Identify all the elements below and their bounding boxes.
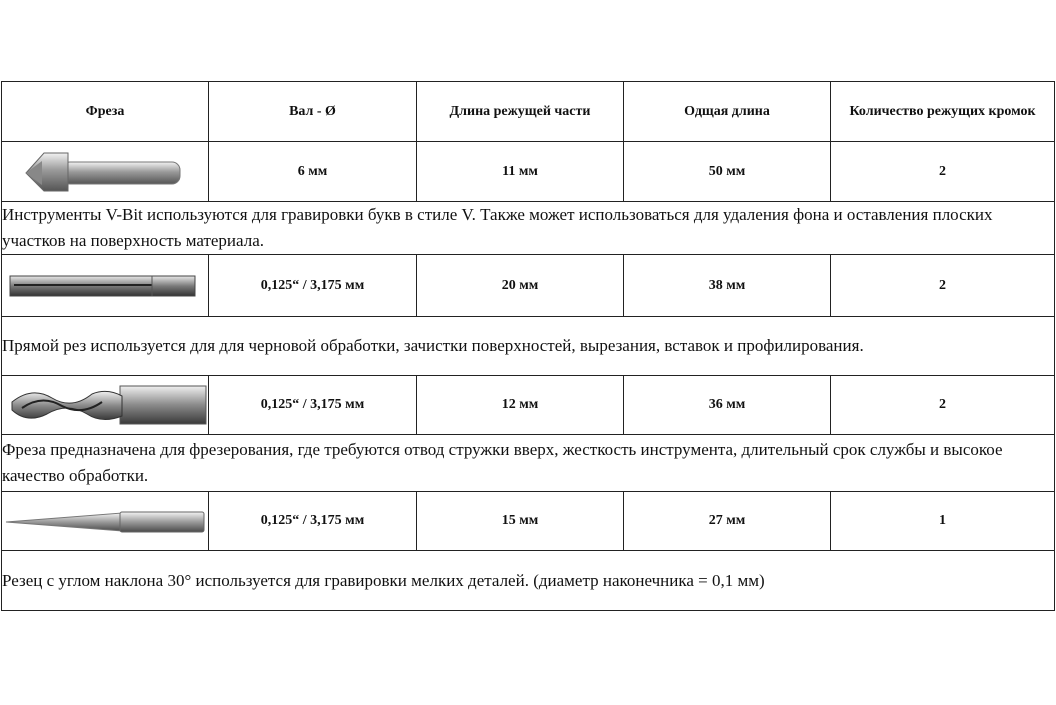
header-edges: Количество режущих кромок [831,82,1055,142]
header-cutting-length: Длина режущей части [417,82,624,142]
header-total-length: Одщая длина [624,82,831,142]
header-shaft: Вал - Ø [209,82,417,142]
cutting-length-value: 11 мм [417,142,624,202]
total-length-value: 36 мм [624,376,831,435]
tool-image-cell [2,255,209,317]
table-row [2,492,1055,551]
cutting-length-value: 20 мм [417,255,624,317]
cutter-spec-table [1,81,1055,611]
spiral-cutter-icon [2,380,208,430]
header-cutter: Фреза [2,82,209,142]
table-row [2,255,1055,317]
cutting-length-value: 15 мм [417,492,624,551]
description-row [2,435,1055,492]
shaft-value: 6 мм [209,142,417,202]
shaft-value: 0,125“ / 3,175 мм [209,492,417,551]
description-row [2,317,1055,376]
table-row [2,376,1055,435]
v-bit-cutter-icon [2,147,208,197]
straight-cutter-icon [2,266,208,306]
tool-description: Прямой рез используется для для черновой обработки, зачистки поверхностей, вырезания, вставок и профилирования. [2,317,1055,376]
edges-value: 1 [831,492,1055,551]
tool-image-cell [2,376,209,435]
shaft-value: 0,125“ / 3,175 мм [209,376,417,435]
engraving-cutter-icon [2,506,208,536]
tool-image-cell [2,142,209,202]
edges-value: 2 [831,142,1055,202]
total-length-value: 38 мм [624,255,831,317]
total-length-value: 50 мм [624,142,831,202]
description-row [2,551,1055,611]
tool-description: Резец с углом наклона 30° используется для гравировки мелких деталей. (диаметр наконечника = 0,1 мм) [2,551,1055,611]
shaft-value: 0,125“ / 3,175 мм [209,255,417,317]
tool-image-cell [2,492,209,551]
total-length-value: 27 мм [624,492,831,551]
table-row [2,142,1055,202]
edges-value: 2 [831,255,1055,317]
description-row [2,202,1055,255]
edges-value: 2 [831,376,1055,435]
header-row [2,82,1055,142]
tool-description: Инструменты V-Bit используются для гравировки букв в стиле V. Также может использоваться для удаления фона и оставления плоских участков на поверхность материала. [2,202,1055,255]
tool-description: Фреза предназначена для фрезерования, где требуются отвод стружки вверх, жесткость инструмента, длительный срок службы и высокое качество обработки. [2,435,1055,492]
cutting-length-value: 12 мм [417,376,624,435]
